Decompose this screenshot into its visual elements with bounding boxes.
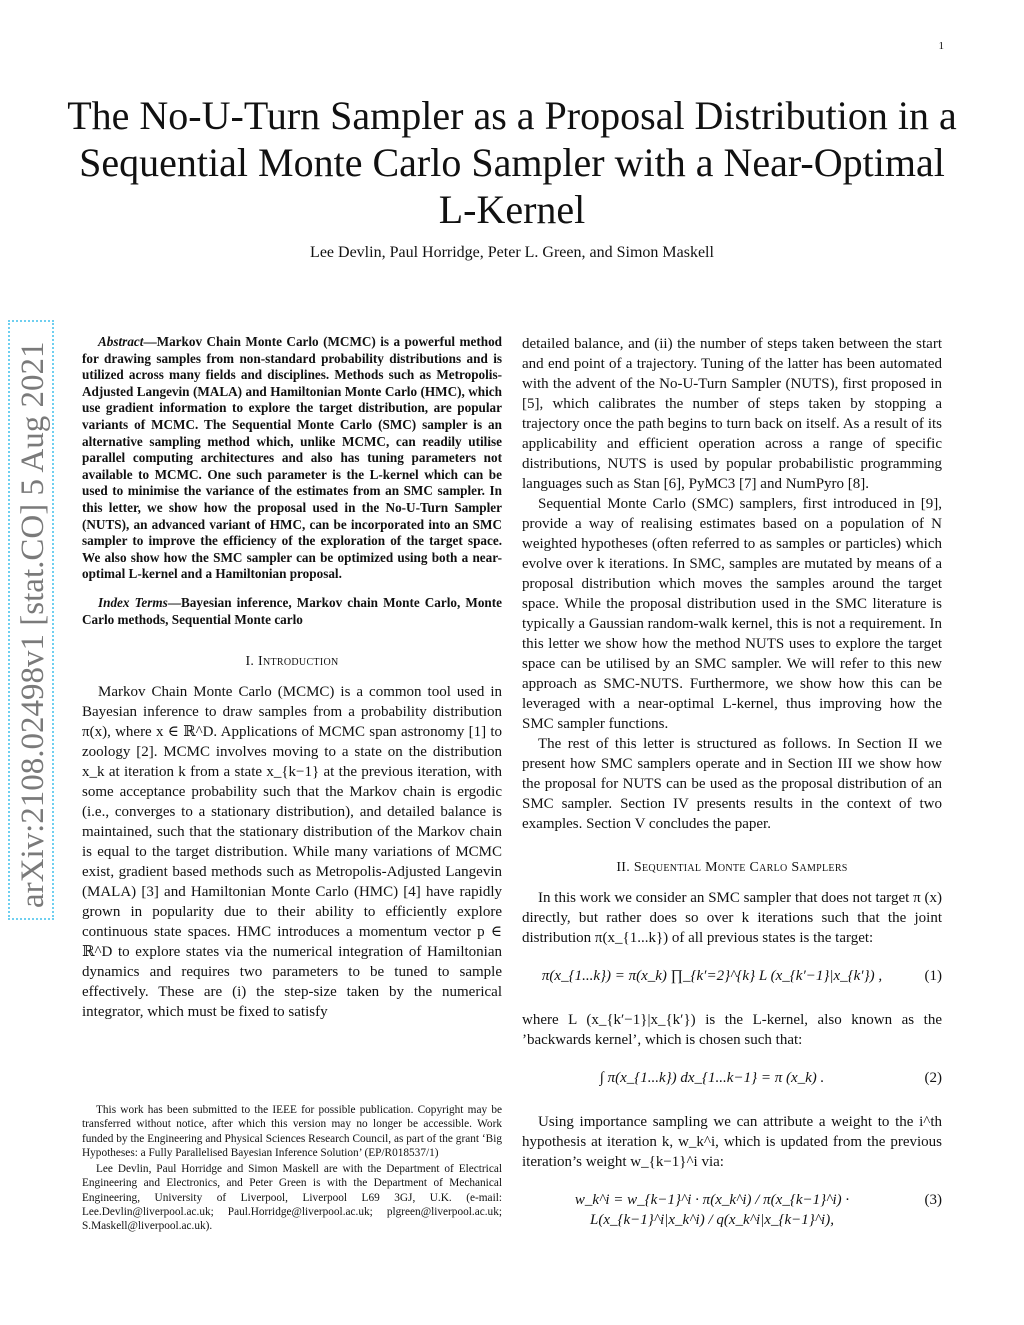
equation-2 [522,1058,942,1104]
author-list: Lee Devlin, Paul Horridge, Peter L. Green, and Simon Maskell [310,244,714,261]
left-column [82,334,502,1022]
footnote-submission: This work has been submitted to the IEEE for possible publication. Copyright may be transferred without notice, after which this version may no longer be accessible. Work funded by the Engineering and Physical Sciences Research Council, as part of the grant ‘Big Hypotheses: a Fully Parallelised Bayesian Inference Solution’ (EP/R018537/1) [82,1104,502,1159]
smc-target-paragraph: In this work we consider an SMC sampler that does not target π (x) directly, but rather does so over k iterations such that the joint distribution π(x_{1...k}) of all previous states is the target: [522,890,942,946]
equation-3-body: w_k^i = w_{k−1}^i · π(x_k^i) / π(x_{k−1}^i) · L(x_{k−1}^i|x_k^i) / q(x_k^i|x_{k−1}^i), [574,1192,850,1228]
equation-1-body: π(x_{1...k}) = π(x_k) ∏_{k′=2}^{k} L (x_{k′−1}|x_{k′}) , [541,968,883,984]
structure-paragraph: The rest of this letter is structured as follows. In Section II we present how SMC samplers operate and in Section III we show how the proposal for NUTS can be used as the proposal distribution of an SMC sampler. Section IV presents results in the context of two examples. Section V concludes the paper. [522,736,942,832]
importance-sampling-paragraph: Using importance sampling we can attribute a weight to the i^th hypothesis at iteration k, w_k^i, which is updated from the previous iteration’s weight w_{k−1}^i via: [522,1114,942,1170]
equation-3-number: (3) [924,1192,942,1208]
section-heading-introduction: I. Introduction [245,654,339,670]
paper-title: The No-U-Turn Sampler as a Proposal Distribution in a Sequential Monte Carlo Sampler with a Near-Optimal L-Kernel [67,93,957,232]
intro-paragraph: Markov Chain Monte Carlo (MCMC) is a common tool used in Bayesian inference to draw samples from a probability distribution π(x), where x ∈ ℝ^D. Applications of MCMC span astronomy [1] to zoology [2]. MCMC involves moving to a state on the distribution x_k at iteration k from a state x_{k−1} at the previous iteration, with some acceptance probability such that the Markov chain is ergodic (i.e., converges to a stationary distribution), and detailed balance is maintained, such that the stationary distribution of the Markov chain is equal to the target distribution. While many variations of MCMC exist, gradient based methods such as Metropolis-Adjusted Langevin (MALA) [3] and Hamiltonian Monte Carlo (HMC) [4] have rapidly grown in popularity due to their ability to efficiently explore continuous state spaces. HMC introduces a momentum vector p ∈ ℝ^D to explore states via the numerical integration of Hamiltonian dynamics and requires two parameters to be tuned to sample effectively. These are (i) the step-size taken by the numerical integrator, which must be fixed to satisfy [82,684,502,1021]
abstract-label: Abstract [98,334,144,349]
index-terms [82,595,502,628]
nuts-paragraph: detailed balance, and (ii) the number of steps taken between the start and end point of a trajectory. Tuning of the latter has been automated with the advent of the No-U-Turn Sampler (NUTS), first proposed in [5], which calibrates the number of steps taken by stopping a trajectory once the path begins to turn back on itself. As a result of its applicability and efficient operation across a range of specific distributions, NUTS is used by popular probabilistic programming languages such as Stan [6], PyMC3 [7] and NumPyro [8]. [522,336,942,492]
smc-paragraph: Sequential Monte Carlo (SMC) samplers, first introduced in [9], provide a way of realising estimates based on a population of N weighted hypotheses (often referred to as samples or particles) which evolve over k iterations. In SMC, samples are mutated by means of a proposal distribution which moves the samples around the target space. While the proposal distribution used in the SMC literature is typically a Gaussian random-walk kernel, this is not a requirement. In this letter we show how the method NUTS uses to explore the target space can be utilised by an SMC sampler. We will refer to this new approach as SMC-NUTS. Furthermore, we show how this can be leveraged with a near-optimal L-kernel, thus improving how the SMC sampler functions. [522,496,942,732]
right-column [522,334,942,1234]
abstract-text: —Markov Chain Monte Carlo (MCMC) is a powerful method for drawing samples from non-standard probability distributions and is utilized across many fields and disciplines. Methods such as Metropolis-Adjusted Langevin (MALA) and Hamiltonian Monte Carlo (HMC), which use gradient information to explore the target distribution, are popular variants of MCMC. The Sequential Monte Carlo (SMC) sampler is an alternative sampling method which, unlike MCMC, can readily utilise parallel computing architectures and also has tuning parameters not available to MCMC. One such parameter is the L-kernel which can be used to minimise the variance of the estimates from an SMC sampler. In this letter, we show how the proposal used in the No-U-Turn Sampler (NUTS), an advanced variant of HMC, can be incorporated into an SMC sampler to improve the efficiency of the exploration of the target space. We also show how the SMC sampler can be optimized using both a near-optimal L-kernel and a Hamiltonian proposal. [82,334,502,582]
section-heading-smc: II. Sequential Monte Carlo Samplers [616,860,848,875]
index-terms-text: —Bayesian inference, Markov chain Monte Carlo, Monte Carlo methods, Sequential Monte carlo [82,594,502,627]
abstract [82,334,502,583]
arxiv-stamp[interactable]: arXiv:2108.02498v1 [stat.CO] 5 Aug 2021 [8,320,54,920]
footnote-affiliations: Lee Devlin, Paul Horridge and Simon Maskell are with the Department of Electrical Engineering and Electronics, and Peter Green is with the Department of Mechanical Engineering, University of Liverpool, Liverpool L69 3GJ, U.K. (e-mail: Lee.Devlin@liverpool.ac.uk; Paul.Horridge@liverpool.ac.uk; plgreen@liverpool.ac.uk; S.Maskell@liverpool.ac.uk). [82,1163,502,1233]
lkernel-paragraph: where L (x_{k′−1}|x_{k′}) is the L-kernel, also known as the ’backwards kernel’, which is chosen such that: [522,1012,942,1048]
equation-1-number: (1) [924,968,942,984]
index-terms-label: Index Terms [98,594,168,610]
equation-1 [522,956,942,1002]
equation-2-body: ∫ π(x_{1...k}) dx_{1...k−1} = π (x_k) . [599,1070,825,1086]
footnote [82,1103,502,1236]
page-number: 1 [938,40,944,52]
equation-2-number: (2) [924,1070,942,1086]
equation-3 [522,1180,942,1226]
